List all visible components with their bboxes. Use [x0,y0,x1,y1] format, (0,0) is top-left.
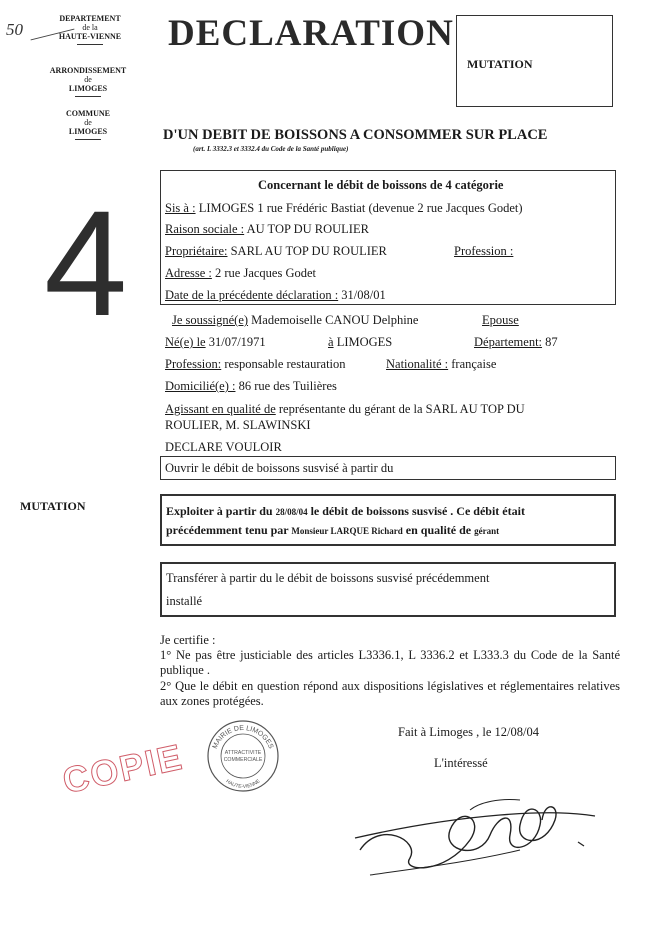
interesse-label: L'intéressé [434,756,488,770]
exploiter-line2 [166,523,499,538]
commune-block [33,109,143,140]
nationalite-label: Nationalité : [386,357,449,371]
raison-label: Raison sociale : [165,222,245,236]
ne-label: Né(e) le [165,335,206,349]
establishment-heading: Concernant le débit de boissons de 4 catégorie [258,178,504,192]
ne-line [165,335,266,350]
adresse-label: Adresse : [165,266,212,280]
proprietaire-line [165,244,387,259]
fait-a: Fait à Limoges , le 12/08/04 [398,725,539,739]
round-stamp-icon [205,718,281,794]
a-value: LIMOGES [333,335,393,349]
domicile-line [165,379,337,394]
stamp-center-line2: COMMERCIALE [223,757,263,763]
certify-intro: Je certifie : [160,633,216,647]
exploiter-name: Monsieur LARQUE Richard [291,526,403,536]
date-line [165,288,386,303]
profession-label: Profession: [165,357,222,371]
ne-value: 31/07/1971 [205,335,266,349]
exploiter-part2: le débit de boissons susvisé . Ce débit était [307,504,525,518]
agissant-line [165,402,525,417]
com-line2: de [84,118,92,127]
ouvrir-text: Ouvrir le débit de boissons susvisé à partir du [165,461,394,475]
com-line3: LIMOGES [68,127,108,136]
departement-line [474,335,558,350]
transferer-line2: installé [166,594,203,608]
category-number: 4 [44,179,128,347]
certify-item2: 2° Que le débit en question répond aux dispositions législatives et réglementaires relatives aux zones protégées. [160,679,620,708]
nationalite-value: française [448,357,497,371]
agissant-line2: ROULIER, M. SLAWINSKI [165,418,311,432]
articles-reference: (art. L 3332.3 et 3332.4 du Code de la Santé publique) [193,145,349,153]
arr-line3: LIMOGES [68,84,108,93]
profession-value: responsable restauration [221,357,346,371]
stamp-bottom-text: HAUTE-VIENNE [224,778,262,791]
raison-line [165,222,369,237]
divider [77,44,103,45]
page-title: DECLARATION [168,13,454,54]
exploiter-part1: Exploiter à partir du [166,504,276,518]
sis-label: Sis à : [165,201,196,215]
adresse-value: 2 rue Jacques Godet [211,266,317,280]
departement-label: Département: [474,335,543,349]
stamp-center-line1: ATTRACTIVITE [224,750,262,756]
sis-value: LIMOGES 1 rue Frédéric Bastiat (devenue 2 rue Jacques Godet) [195,201,523,215]
arr-line2: de [84,75,92,84]
sis-line [165,201,523,216]
domicile-label: Domicilié(e) : [165,379,236,393]
exploiter-box [160,494,616,546]
mutation-side-label: MUTATION [20,499,86,513]
soussigne-value: Mademoiselle CANOU Delphine [248,313,419,327]
dept-line1: DEPARTEMENT [59,14,121,23]
arr-line1: ARRONDISSEMENT [49,66,127,75]
divider [75,96,101,97]
nationalite-line [386,357,496,372]
proprietaire-label: Propriétaire: [165,244,228,258]
soussigne-label: Je soussigné(e) [172,313,249,327]
margin-note: 50 [6,20,23,39]
adresse-line [165,266,316,281]
stamp-top-text: MAIRIE DE LIMOGES [211,724,275,750]
date-label: Date de la précédente déclaration : [165,288,339,302]
exploiter-line1 [166,504,525,519]
arrondissement-block [33,66,143,97]
departement-value: 87 [542,335,558,349]
com-line1: COMMUNE [66,109,110,118]
mutation-box-label: MUTATION [467,57,533,71]
exploiter-part4: en qualité de [402,523,475,537]
exploiter-role: gérant [474,526,500,536]
department-block [35,14,145,45]
copie-stamp: COPIE [58,735,187,802]
proprietaire-value: SARL AU TOP DU ROULIER [227,244,387,258]
exploiter-date: 28/08/04 [275,507,308,517]
mutation-box [456,15,613,107]
subtitle: D'UN DEBIT DE BOISSONS A CONSOMMER SUR PLACE [163,127,548,143]
lieu-line [328,335,392,350]
agissant-label: Agissant en qualité de [165,402,276,416]
certify-item1: 1° Ne pas être justiciable des articles L3336.1, L 3336.2 et L333.3 du Code de la Santé publique . [160,648,620,677]
epouse-label: Epouse [482,313,519,327]
domicile-value: 86 rue des Tuilières [235,379,337,393]
agissant-value: représentante du gérant de la SARL AU TOP DU [275,402,525,416]
profession-label: Profession : [454,244,514,258]
raison-value: AU TOP DU ROULIER [244,222,369,236]
divider [75,139,101,140]
declare-vouloir: DECLARE VOULOIR [165,440,282,454]
dept-line3: HAUTE-VIENNE [58,32,122,41]
signature-icon [350,780,605,890]
date-value: 31/08/01 [338,288,386,302]
dept-line2: de la [82,23,98,32]
a-label: à [328,335,334,349]
soussigne-line [172,313,418,328]
profession-line [165,357,346,372]
transferer-line1: Transférer à partir du le débit de boissons susvisé précédemment [166,571,490,585]
exploiter-part3: précédemment tenu par [166,523,292,537]
